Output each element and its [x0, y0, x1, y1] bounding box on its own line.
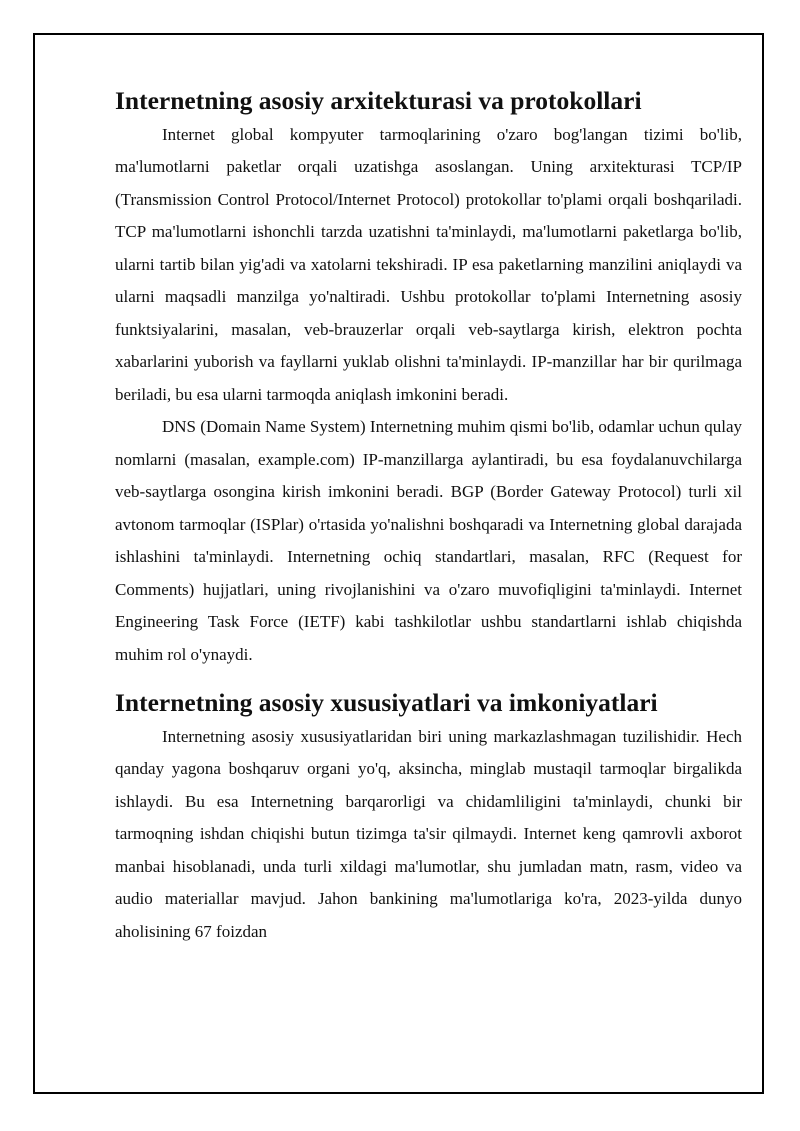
section-heading-features: Internetning asosiy xususiyatlari va imkoniyatlari: [115, 688, 658, 717]
section-heading-architecture: Internetning asosiy arxitekturasi va protokollari: [115, 86, 642, 115]
paragraph-features-1: Internetning asosiy xususiyatlaridan biri uning markazlashmagan tuzilishidir. Hech qanday yagona boshqaruv organi yo'q, aksincha, minglab mustaqil tarmoqlar birgalikda ishlaydi. Bu esa Internetning barqarorligi va chidamliligini ta'minlaydi, chunki bir tarmoqning ishdan chiqishi butun tizimga ta'sir qilmaydi. Internet keng qamrovli axborot manbai hisoblanadi, unda turli xildagi ma'lumotlar, shu jumladan matn, rasm, video va audio materiallar mavjud. Jahon bankining ma'lumotlariga ko'ra, 2023-yilda dunyo aholisining 67 foizdan: [115, 726, 742, 941]
document-body: [115, 85, 742, 948]
paragraph-architecture-1: Internet global kompyuter tarmoqlarining o'zaro bog'langan tizimi bo'lib, ma'lumotlarni paketlar orqali uzatishga asoslangan. Uning arxitekturasi TCP/IP (Transmission Control Protocol/Internet Protocol) protokollar to'plami orqali boshqariladi. TCP ma'lumotlarni ishonchli tarzda uzatishni ta'minlaydi, ma'lumotlarni paketlarga bo'lib, ularni tartib bilan yig'adi va xatolarni tekshiradi. IP esa paketlarning manzilini aniqlaydi va ularni maqsadli manzilga yo'naltiradi. Ushbu protokollar to'plami Internetning asosiy funktsiyalarini, masalan, veb-brauzerlar orqali veb-saytlarga kirish, elektron pochta xabarlarini yuborish va fayllarni yuklab olishni ta'minlaydi. IP-manzillar har bir qurilmaga beriladi, bu esa ularni tarmoqda aniqlash imkonini beradi.: [115, 124, 742, 404]
paragraph-architecture-2: DNS (Domain Name System) Internetning muhim qismi bo'lib, odamlar uchun qulay nomlarni (masalan, example.com) IP-manzillarga aylantiradi, bu esa foydalanuvchilarga veb-saytlarga osongina kirish imkonini beradi. BGP (Border Gateway Protocol) turli xil avtonom tarmoqlar (ISPlar) o'rtasida yo'nalishni boshqaradi va Internetning global darajada ishlashini ta'minlaydi. Internetning ochiq standartlari, masalan, RFC (Request for Comments) hujjatlari, uning rivojlanishini va o'zaro muvofiqligini ta'minlaydi. Internet Engineering Task Force (IETF) kabi tashkilotlar ushbu standartlarni ishlab chiqishda muhim rol o'ynaydi.: [115, 417, 742, 664]
